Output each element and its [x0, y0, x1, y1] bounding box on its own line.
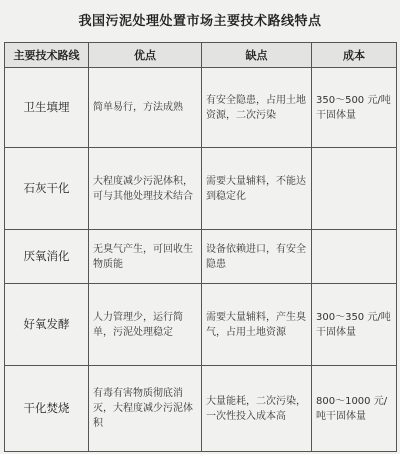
pros-cell: 有毒有害物质彻底消灭，大程度减少污泥体积 [89, 366, 202, 452]
route-cell: 卫生填埋 [5, 68, 89, 148]
table-row [5, 230, 397, 284]
table-row [5, 68, 397, 148]
pros-cell: 大程度减少污泥体积，可与其他处理技术结合 [89, 148, 202, 230]
header-cost: 成本 [312, 43, 397, 68]
route-cell: 干化焚烧 [5, 366, 89, 452]
table-row [5, 284, 397, 366]
table-row [5, 148, 397, 230]
cons-cell: 需要大量辅料，产生臭气，占用土地资源 [202, 284, 312, 366]
table-header-row [5, 43, 397, 68]
cons-cell: 大量能耗，二次污染，一次性投入成本高 [202, 366, 312, 452]
route-cell: 厌氧消化 [5, 230, 89, 284]
header-cons: 缺点 [202, 43, 312, 68]
cost-cell [312, 230, 397, 284]
pros-cell: 无臭气产生，可回收生物质能 [89, 230, 202, 284]
cost-cell: 800～1000 元/吨干固体量 [312, 366, 397, 452]
cost-cell [312, 148, 397, 230]
technology-table [4, 42, 397, 452]
pros-cell: 人力管理少，运行简单，污泥处理稳定 [89, 284, 202, 366]
cons-cell: 设备依赖进口，有安全隐患 [202, 230, 312, 284]
header-route: 主要技术路线 [5, 43, 89, 68]
cost-cell: 300～350 元/吨干固体量 [312, 284, 397, 366]
table-title: 我国污泥处理处置市场主要技术路线特点 [78, 14, 322, 29]
cost-cell: 350～500 元/吨干固体量 [312, 68, 397, 148]
route-cell: 好氧发酵 [5, 284, 89, 366]
pros-cell: 简单易行，方法成熟 [89, 68, 202, 148]
table-row [5, 366, 397, 452]
header-pros: 优点 [89, 43, 202, 68]
route-cell: 石灰干化 [5, 148, 89, 230]
cons-cell: 有安全隐患，占用土地资源，二次污染 [202, 68, 312, 148]
cons-cell: 需要大量辅料，不能达到稳定化 [202, 148, 312, 230]
